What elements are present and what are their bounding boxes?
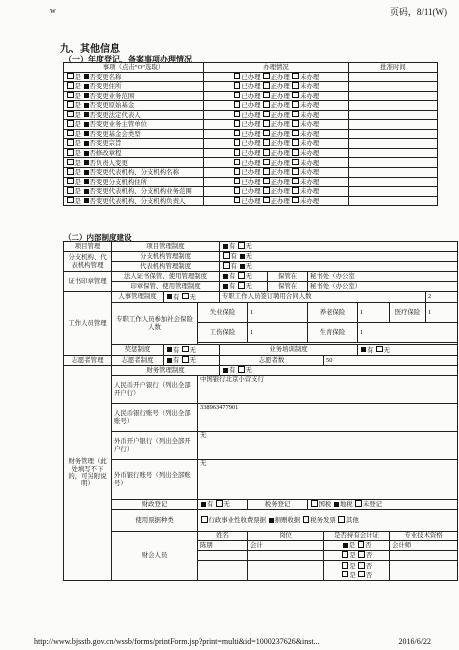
finance-system: 财务管理制度 xyxy=(112,366,220,376)
registration-item[interactable] xyxy=(64,72,204,82)
tax-reg-label: 税务登记 xyxy=(248,500,308,510)
approval-time[interactable] xyxy=(349,158,438,168)
yes-label: 是 xyxy=(74,92,81,100)
registration-item[interactable] xyxy=(64,82,204,92)
radio-no[interactable] xyxy=(84,160,89,165)
radio-yes[interactable] xyxy=(67,73,74,80)
registration-item[interactable] xyxy=(64,158,204,168)
rmb-acct-label: 人民币银行账号（列出全部账号） xyxy=(112,404,198,432)
registration-item[interactable] xyxy=(64,91,204,101)
radio-yes[interactable] xyxy=(67,178,74,185)
fx-acct-label: 外币银行账号（列出全部账号） xyxy=(112,460,198,500)
fin-reg-label: 财政登记 xyxy=(112,500,198,510)
registration-item[interactable] xyxy=(64,196,204,206)
registration-item[interactable] xyxy=(64,110,204,120)
insurance-injury[interactable]: 1 xyxy=(248,323,308,343)
radio-no[interactable] xyxy=(84,189,89,194)
project-mgmt-choice[interactable]: 有 无 xyxy=(220,242,458,252)
radio-no[interactable] xyxy=(84,198,89,203)
radio-no[interactable] xyxy=(84,93,89,98)
fin-reg-choice[interactable]: 有 无 xyxy=(198,500,248,510)
registration-table xyxy=(63,62,438,206)
acc-qual[interactable] xyxy=(390,551,458,561)
registration-row xyxy=(64,120,438,130)
item-label: 否变更宗旨 xyxy=(89,140,122,148)
contract-count-label: 专职工作人员签订聘用合同人数 xyxy=(220,292,426,303)
registration-status[interactable]: 已办理 正办理 未办理 xyxy=(204,148,349,158)
radio-yes[interactable] xyxy=(67,92,74,99)
col-header-item: 事项（点击“O”选取） xyxy=(64,63,204,73)
registration-status[interactable]: 已办理 正办理 未办理 xyxy=(204,72,349,82)
part2-title: （二）内部制度建设 xyxy=(64,233,132,242)
item-label: 否变更代表机构、分支机构负责人 xyxy=(89,197,186,205)
hr-system-choice[interactable]: 有 无 xyxy=(164,292,220,303)
cert-system-choice[interactable]: 有 无 xyxy=(220,272,268,282)
rep-system: 代表机构管理制度 xyxy=(112,262,220,272)
acc-name[interactable]: 陈朋 xyxy=(198,541,248,551)
registration-status[interactable]: 已办理 正办理 未办理 xyxy=(204,168,349,178)
registration-row xyxy=(64,177,438,187)
item-label: 否变更原始基金 xyxy=(89,102,135,110)
tax-reg-choice[interactable]: 国税 地税 未登记 xyxy=(308,500,458,510)
training-system: 业务培训制度 xyxy=(220,345,358,356)
rmb-bank-label: 人民币开户银行（列出全部开户行） xyxy=(112,376,198,404)
acc-col-post: 岗位 xyxy=(248,532,324,541)
item-label: 否变更代表机构、分支机构名称 xyxy=(89,169,179,177)
social-insurance-label: 专职工作人员参加社会保险人数 xyxy=(112,303,198,345)
header-mark: w xyxy=(50,6,56,15)
insurance-injury-label: 工伤保险 xyxy=(198,323,248,343)
section-title: 九、其他信息 xyxy=(60,44,120,55)
page-number: 页码，8/11(W) xyxy=(389,7,447,17)
registration-status[interactable]: 已办理 正办理 未办理 xyxy=(204,91,349,101)
registration-status[interactable]: 已办理 正办理 未办理 xyxy=(204,158,349,168)
registration-item[interactable] xyxy=(64,168,204,178)
insurance-maternity[interactable]: 1 xyxy=(358,323,458,343)
insurance-medical[interactable]: 1 xyxy=(426,303,458,323)
branch-mgmt-label: 分支机构、代表机构管理 xyxy=(64,252,112,272)
radio-no[interactable] xyxy=(84,151,89,156)
radio-yes[interactable] xyxy=(67,197,74,204)
radio-no[interactable] xyxy=(84,179,89,184)
radio-yes[interactable] xyxy=(67,130,74,137)
footer-url: http://www.bjsstb.gov.cn/wssb/forms/printForm.jsp?print=multi&id=1000237626&inst... xyxy=(34,637,320,646)
training-choice[interactable]: 有 无 xyxy=(358,345,458,356)
registration-row xyxy=(64,148,438,158)
radio-yes[interactable] xyxy=(67,101,74,108)
staff-mgmt-label: 工作人员管理 xyxy=(64,292,112,356)
project-mgmt-system: 项目管理制度 xyxy=(112,242,220,252)
approval-time[interactable] xyxy=(349,187,438,197)
registration-row xyxy=(64,158,438,168)
contract-count[interactable]: 2 xyxy=(426,292,458,303)
approval-time[interactable] xyxy=(349,148,438,158)
yes-label: 是 xyxy=(74,83,81,91)
branch-system-choice[interactable]: 有 无 xyxy=(220,252,458,262)
registration-status[interactable]: 已办理 正办理 未办理 xyxy=(204,101,349,111)
finance-label: 财务管理（此处填写不下的，可另附说明） xyxy=(64,366,112,581)
yes-label: 是 xyxy=(74,121,81,129)
cert-keeper-label: 保管在 xyxy=(268,272,308,282)
registration-item[interactable] xyxy=(64,139,204,149)
registration-row xyxy=(64,129,438,139)
approval-time[interactable] xyxy=(349,120,438,130)
approval-time[interactable] xyxy=(349,177,438,187)
cert-keeper: 秘书处（办公室 xyxy=(308,272,458,282)
radio-yes[interactable] xyxy=(67,82,74,89)
col-header-status: 办理情况 xyxy=(204,63,349,73)
item-label: 否变更分支机构住所 xyxy=(89,178,148,186)
approval-time[interactable] xyxy=(349,101,438,111)
registration-item[interactable] xyxy=(64,148,204,158)
insurance-maternity-label: 生育保险 xyxy=(308,323,358,343)
acc-cert-choice[interactable]: 是 否 是 否 xyxy=(324,561,390,581)
insurance-unemployment-label: 失业保险 xyxy=(198,303,248,323)
radio-yes[interactable] xyxy=(67,149,74,156)
yes-label: 是 xyxy=(74,150,81,158)
item-label: 否变更代表机构、分支机构业务范围 xyxy=(89,188,192,196)
reward-choice[interactable]: 有 无 xyxy=(164,345,220,356)
item-label: 否变更基金会类型 xyxy=(89,130,141,138)
insurance-medical-label: 医疗保险 xyxy=(390,303,426,323)
approval-time[interactable] xyxy=(349,82,438,92)
fx-bank-label: 外币开户银行（列出全部开户行） xyxy=(112,432,198,460)
project-mgmt-label: 项目管理 xyxy=(64,242,112,252)
acc-post[interactable] xyxy=(248,551,324,561)
item-label: 否变更业务主管单位 xyxy=(89,121,148,129)
acc-name[interactable] xyxy=(198,561,248,581)
registration-row xyxy=(64,139,438,149)
radio-no[interactable] xyxy=(84,131,89,136)
item-label: 否变更名称 xyxy=(89,73,122,81)
branch-system: 分支机构管理制度 xyxy=(112,252,220,262)
item-label: 否修改章程 xyxy=(89,150,122,158)
registration-row xyxy=(64,101,438,111)
fx-bank[interactable]: 无 xyxy=(198,432,458,460)
insurance-pension-label: 养老保险 xyxy=(308,303,358,323)
radio-yes[interactable] xyxy=(67,159,74,166)
item-label: 否变更住所 xyxy=(89,83,122,91)
approval-time[interactable] xyxy=(349,110,438,120)
cert-system: 法人证书保管、使用管理制度 xyxy=(112,272,220,282)
yes-label: 是 xyxy=(74,102,81,110)
yes-label: 是 xyxy=(74,188,81,196)
yes-label: 是 xyxy=(74,73,81,81)
insurance-unemployment[interactable]: 1 xyxy=(248,303,308,323)
internal-system-table xyxy=(63,241,458,581)
acc-col-qual: 专业技术资格 xyxy=(390,532,458,541)
radio-no[interactable] xyxy=(84,84,89,89)
yes-label: 是 xyxy=(74,111,81,119)
part1-title: （一）年度登记、备案事项办理情况 xyxy=(64,55,192,64)
registration-row xyxy=(64,91,438,101)
approval-time[interactable] xyxy=(349,91,438,101)
yes-label: 是 xyxy=(74,140,81,148)
radio-no[interactable] xyxy=(84,103,89,108)
reward-system: 奖惩制度 xyxy=(112,345,164,356)
registration-item[interactable] xyxy=(64,187,204,197)
registration-status[interactable]: 已办理 正办理 未办理 xyxy=(204,139,349,149)
footer-date: 2016/6/22 xyxy=(398,637,431,646)
acc-name[interactable] xyxy=(198,551,248,561)
radio-yes[interactable] xyxy=(67,111,74,118)
approval-time[interactable] xyxy=(349,168,438,178)
seal-system-choice[interactable]: 有 无 xyxy=(220,282,268,292)
registration-item[interactable] xyxy=(64,120,204,130)
registration-row xyxy=(64,82,438,92)
approval-time[interactable] xyxy=(349,139,438,149)
radio-yes[interactable] xyxy=(67,168,74,175)
accountant-label: 财会人员 xyxy=(112,532,198,581)
item-label: 否变更业务范围 xyxy=(89,92,135,100)
acc-cert-choice[interactable]: 是 否 xyxy=(324,541,390,551)
volunteer-label: 志愿者管理 xyxy=(64,356,112,366)
registration-status[interactable]: 已办理 正办理 未办理 xyxy=(204,82,349,92)
yes-label: 是 xyxy=(74,197,81,205)
registration-item[interactable] xyxy=(64,101,204,111)
radio-no[interactable] xyxy=(84,122,89,127)
rmb-bank[interactable]: 中国银行北京小营支行 xyxy=(198,376,458,404)
acc-post[interactable] xyxy=(248,561,324,581)
bill-types-choice[interactable]: 行政事业性收费票据 捐赠收据 税务发票 其他 xyxy=(198,510,458,532)
finance-system-choice[interactable]: 有 无 xyxy=(220,366,458,376)
acc-post[interactable]: 会计 xyxy=(248,541,324,551)
insurance-pension[interactable]: 1 xyxy=(358,303,390,323)
registration-row xyxy=(64,110,438,120)
radio-no[interactable] xyxy=(84,112,89,117)
acc-col-cert: 是否持有会计证 xyxy=(324,532,390,541)
radio-yes[interactable] xyxy=(67,120,74,127)
registration-row xyxy=(64,168,438,178)
cert-mgmt-label: 证书印章管理 xyxy=(64,272,112,292)
registration-row xyxy=(64,187,438,197)
volunteer-system: 志愿者制度 xyxy=(112,356,164,366)
registration-status[interactable]: 已办理 正办理 未办理 xyxy=(204,129,349,139)
radio-no[interactable] xyxy=(84,74,89,79)
seal-keeper: 秘书处（办公室） xyxy=(308,282,458,292)
approval-time[interactable] xyxy=(349,196,438,206)
radio-yes[interactable] xyxy=(67,187,74,194)
seal-system: 印章保管、使用管理制度 xyxy=(112,282,220,292)
seal-keeper-label: 保管在 xyxy=(268,282,308,292)
volunteer-choice[interactable]: 有 无 xyxy=(164,356,220,366)
approval-time[interactable] xyxy=(349,72,438,82)
registration-item[interactable] xyxy=(64,177,204,187)
radio-yes[interactable] xyxy=(67,139,74,146)
radio-no[interactable] xyxy=(84,170,89,175)
yes-label: 是 xyxy=(74,178,81,186)
registration-status[interactable]: 已办理 正办理 未办理 xyxy=(204,110,349,120)
acc-qual[interactable] xyxy=(390,561,458,581)
rep-system-choice[interactable]: 有 无 xyxy=(220,262,458,272)
col-header-approval: 批准时间 xyxy=(349,63,438,73)
radio-no[interactable] xyxy=(84,141,89,146)
registration-status[interactable]: 已办理 正办理 未办理 xyxy=(204,196,349,206)
registration-status[interactable]: 已办理 正办理 未办理 xyxy=(204,187,349,197)
registration-row xyxy=(64,196,438,206)
registration-row xyxy=(64,72,438,82)
registration-item[interactable] xyxy=(64,129,204,139)
item-label: 否变更法定代表人 xyxy=(89,111,141,119)
registration-status[interactable]: 已办理 正办理 未办理 xyxy=(204,177,349,187)
registration-status[interactable]: 已办理 正办理 未办理 xyxy=(204,120,349,130)
acc-cert-choice[interactable]: 是 否 xyxy=(324,551,390,561)
bill-types-label: 使用票据种类 xyxy=(112,510,198,532)
rmb-acct[interactable]: 338963477901 xyxy=(198,404,458,432)
approval-time[interactable] xyxy=(349,129,438,139)
acc-col-name: 姓名 xyxy=(198,532,248,541)
yes-label: 是 xyxy=(74,130,81,138)
yes-label: 是 xyxy=(74,159,81,167)
hr-system: 人事管理制度 xyxy=(112,292,164,303)
acc-qual[interactable]: 会计师 xyxy=(390,541,458,551)
volunteer-count-label: 志愿者数 xyxy=(220,356,324,366)
yes-label: 是 xyxy=(74,169,81,177)
fx-acct[interactable]: 无 xyxy=(198,460,458,500)
item-label: 否负责人变更 xyxy=(89,159,128,167)
volunteer-count[interactable]: 50 xyxy=(324,356,458,366)
